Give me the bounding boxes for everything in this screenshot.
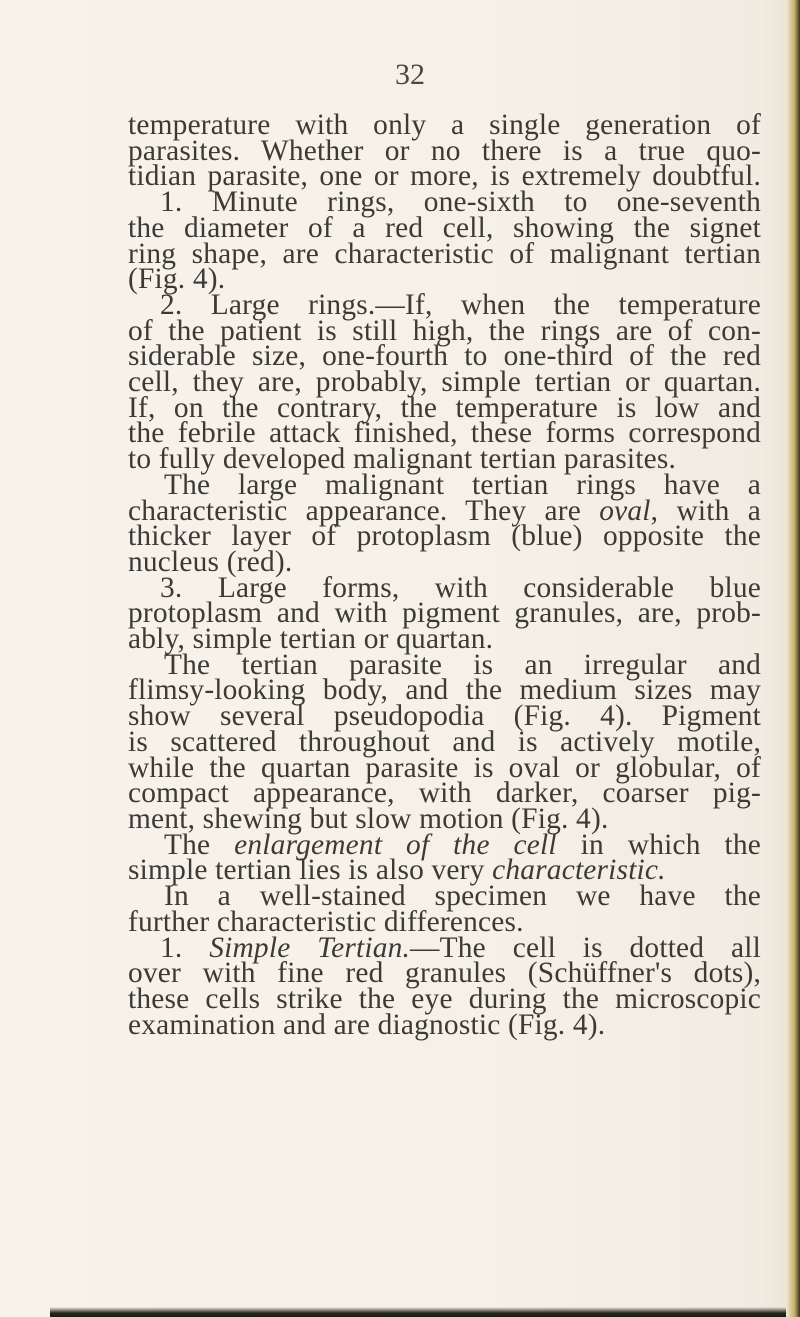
- text-line: thicker layer of protoplasm (blue) opposite the: [128, 520, 761, 553]
- text-line: parasites. Whether or no there is a true quo-: [128, 134, 761, 167]
- text-line: ring shape, are characteristic of malignant tertian: [128, 237, 761, 270]
- text-line: ably, simple tertian or quartan.: [128, 623, 494, 656]
- text-line: 1. Minute rings, one-sixth to one-seventh: [160, 186, 761, 219]
- text-line: flimsy-looking body, and the medium sizes may: [128, 674, 761, 707]
- text-line: examination and are diagnostic (Fig. 4).: [128, 1008, 606, 1041]
- text-line: compact appearance, with darker, coarser pig-: [128, 777, 761, 810]
- text-line: while the quartan parasite is oval or globular, of: [128, 751, 761, 784]
- text-line: If, on the contrary, the temperature is low and: [128, 391, 761, 424]
- text-segment: , with a: [650, 494, 761, 527]
- italic-text: oval: [599, 494, 651, 527]
- text-line: tidian parasite, one or more, is extremely doubtful.: [128, 160, 761, 193]
- text-segment: in which the: [580, 828, 761, 861]
- page-edge: [786, 0, 800, 1317]
- text-line: protoplasm and with pigment granules, are, prob-: [128, 597, 761, 630]
- text-line: The large malignant tertian rings have a: [164, 468, 761, 501]
- italic-text: enlargement of the cell: [234, 828, 557, 861]
- text-line: ment, shewing but slow motion (Fig. 4).: [128, 802, 609, 835]
- text-segment: —The cell is dotted all: [410, 931, 761, 964]
- text-segment: simple tertian lies is also very: [128, 854, 485, 887]
- text-line: further characteristic differences.: [128, 905, 524, 938]
- text-line: these cells strike the eye during the microscopic: [128, 982, 761, 1015]
- text-segment: The: [164, 828, 211, 861]
- text-line: In a well-stained specimen we have the: [164, 880, 761, 913]
- text-line: temperature with only a single generation of: [128, 109, 761, 141]
- text-line: 2. Large rings.—If, when the temperature: [160, 288, 761, 321]
- text-line: of the patient is still high, the rings are of con-: [128, 314, 761, 347]
- body-text: [128, 109, 761, 1041]
- italic-text: Simple Tertian.: [209, 931, 411, 964]
- text-line: show several pseudopodia (Fig. 4). Pigment: [128, 700, 761, 733]
- text-line: (Fig. 4).: [128, 263, 226, 296]
- italic-text: characteristic.: [492, 854, 666, 887]
- text-line: over with fine red granules (Schüffner's dots),: [128, 957, 761, 990]
- text-line: The tertian parasite is an irregular and: [164, 648, 761, 681]
- text-line: the diameter of a red cell, showing the signet: [128, 211, 761, 244]
- text-line: to fully developed malignant tertian parasites.: [128, 443, 677, 476]
- page-number: 32: [395, 58, 425, 91]
- text-line: is scattered throughout and is actively motile,: [128, 725, 761, 758]
- text-line: 3. Large forms, with considerable blue: [160, 571, 761, 604]
- text-line: siderable size, one-fourth to one-third of the red: [128, 340, 761, 373]
- text-segment: 1.: [160, 931, 183, 964]
- text-line: nucleus (red).: [128, 545, 293, 578]
- text-line: cell, they are, probably, simple tertian or quartan.: [128, 366, 761, 399]
- text-segment: characteristic appearance. They are: [128, 494, 581, 527]
- page-bottom-edge: [50, 1307, 786, 1317]
- text-line: the febrile attack finished, these forms correspond: [128, 417, 761, 450]
